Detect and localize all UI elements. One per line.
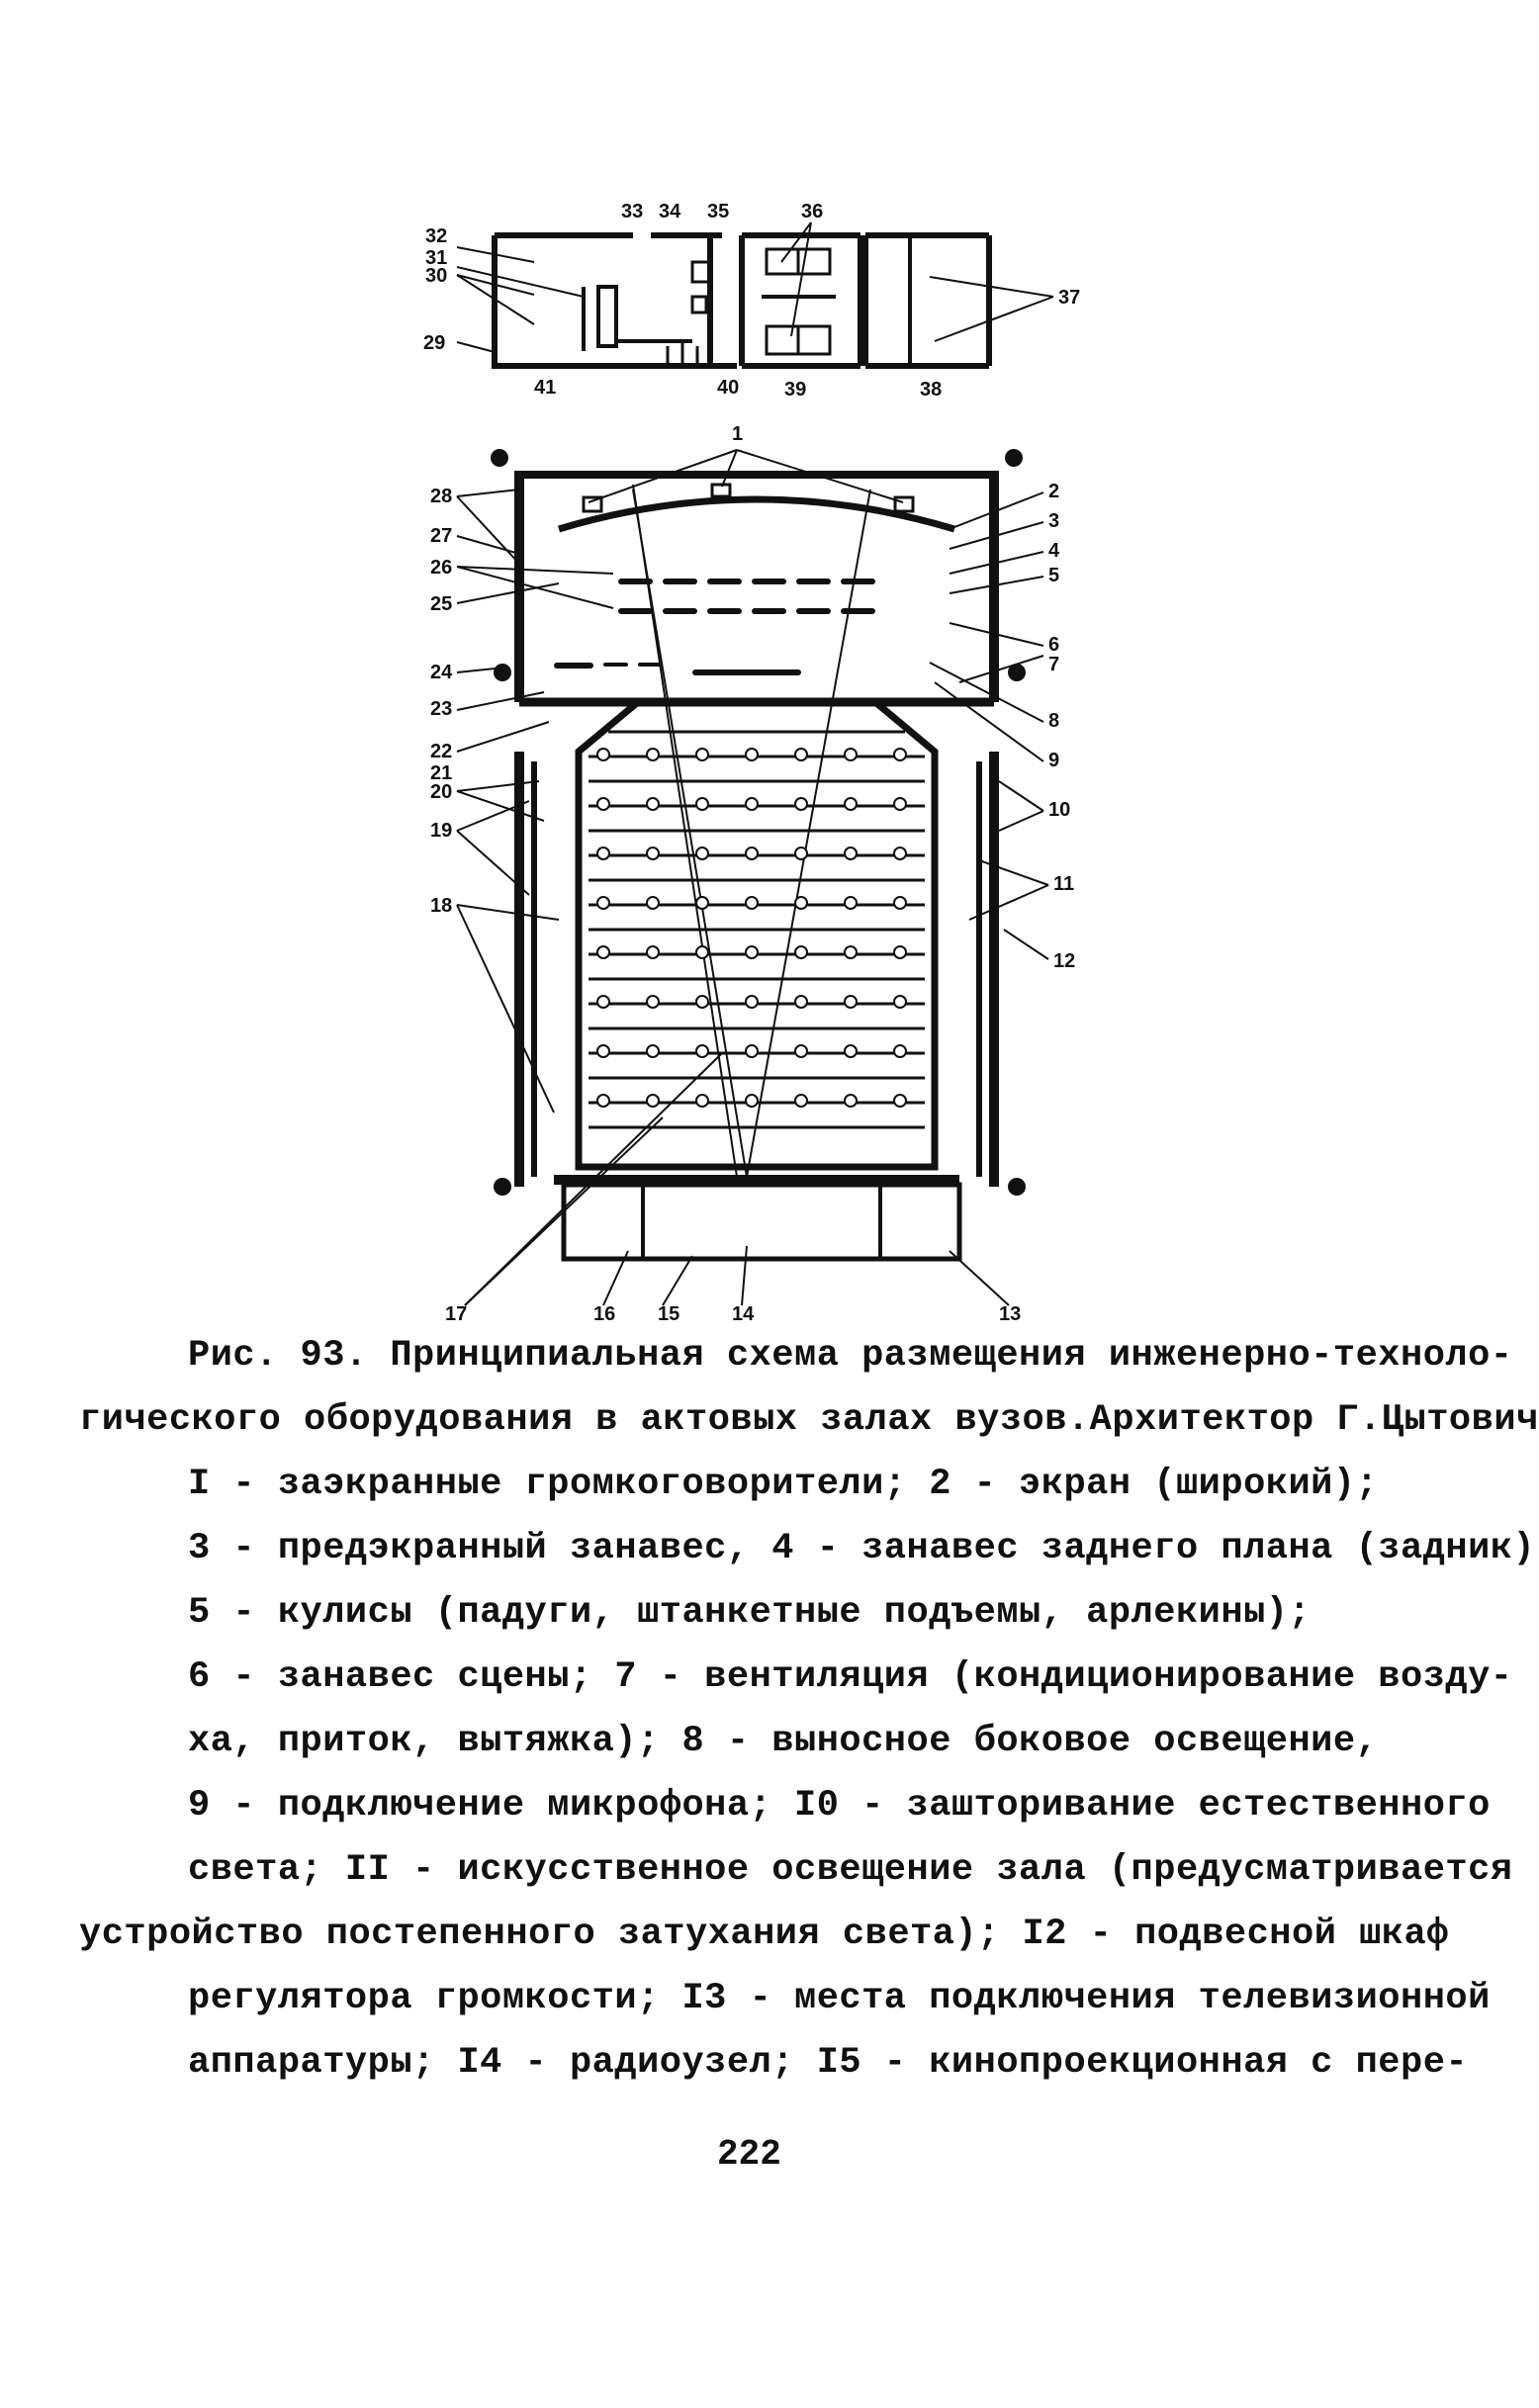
caption-line: гического оборудования в актовых залах вузов.Архитектор Г.Цытович xyxy=(79,1399,1539,1441)
caption-line: регулятора громкости; I3 - места подключения телевизионной xyxy=(188,1978,1491,2019)
ceiling-light xyxy=(746,996,758,1008)
ceiling-light xyxy=(894,749,906,760)
ceiling-light xyxy=(894,1095,906,1107)
label-27: 27 xyxy=(430,525,453,547)
label-29: 29 xyxy=(423,332,446,354)
label-5: 5 xyxy=(1048,565,1060,586)
ceiling-light xyxy=(696,1045,708,1057)
ceiling-light xyxy=(597,1095,609,1107)
ceiling-light xyxy=(647,798,659,810)
ceiling-light xyxy=(597,897,609,909)
caption-line: I - заэкранные громкоговорители; 2 - экран (широкий); xyxy=(188,1464,1379,1505)
ceiling-light xyxy=(845,996,857,1008)
label-9: 9 xyxy=(1048,750,1060,771)
ceiling-light xyxy=(845,1045,857,1057)
label-16: 16 xyxy=(593,1303,616,1325)
ceiling-light xyxy=(845,1095,857,1107)
label-2: 2 xyxy=(1048,481,1060,502)
label-38: 38 xyxy=(920,379,943,401)
label-10: 10 xyxy=(1048,799,1071,821)
ceiling-light xyxy=(746,847,758,859)
ceiling-light xyxy=(894,847,906,859)
ceiling-light xyxy=(647,1045,659,1057)
label-25: 25 xyxy=(430,593,453,615)
ceiling-light xyxy=(696,897,708,909)
ceiling-light xyxy=(647,1095,659,1107)
ceiling-light xyxy=(647,847,659,859)
label-35: 35 xyxy=(707,201,730,223)
label-15: 15 xyxy=(658,1303,680,1325)
ceiling-light xyxy=(795,946,807,958)
label-17: 17 xyxy=(445,1303,468,1325)
label-14: 14 xyxy=(732,1303,755,1325)
ceiling-light xyxy=(597,946,609,958)
ceiling-light xyxy=(746,1045,758,1057)
label-23: 23 xyxy=(430,698,453,720)
label-30: 30 xyxy=(425,265,448,287)
ceiling-light xyxy=(845,847,857,859)
label-3: 3 xyxy=(1048,510,1060,532)
label-7: 7 xyxy=(1048,654,1060,675)
ceiling-light xyxy=(597,996,609,1008)
label-18: 18 xyxy=(430,895,453,917)
ceiling-light xyxy=(696,749,708,760)
ceiling-light xyxy=(795,897,807,909)
label-26: 26 xyxy=(430,557,453,579)
ceiling-light xyxy=(696,996,708,1008)
ceiling-light xyxy=(597,847,609,859)
ceiling-light xyxy=(597,749,609,760)
stage-battens xyxy=(554,579,875,675)
caption-line: 5 - кулисы (падуги, штанкетные подъемы, арлекины); xyxy=(188,1592,1312,1634)
caption-line: 3 - предэкранный занавес, 4 - занавес заднего плана (задник) xyxy=(188,1528,1536,1569)
ceiling-light xyxy=(746,1095,758,1107)
seating-rows xyxy=(588,732,925,1127)
caption-line: света; II - искусственное освещение зала (предусматривается xyxy=(188,1849,1513,1891)
ceiling-light xyxy=(894,946,906,958)
label-39: 39 xyxy=(784,379,807,401)
label-4: 4 xyxy=(1048,540,1060,562)
service-rooms-plan xyxy=(495,235,989,366)
ceiling-light xyxy=(894,897,906,909)
hall-equipment-diagram xyxy=(396,168,1108,1325)
ceiling-light xyxy=(845,946,857,958)
caption-line: 9 - подключение микрофона; I0 - зашторивание естественного xyxy=(188,1785,1491,1827)
ceiling-light xyxy=(795,847,807,859)
label-24: 24 xyxy=(430,662,453,683)
ceiling-light xyxy=(845,749,857,760)
ceiling-light xyxy=(647,996,659,1008)
label-6: 6 xyxy=(1048,634,1060,656)
ceiling-light xyxy=(647,946,659,958)
ceiling-light xyxy=(696,798,708,810)
label-28: 28 xyxy=(430,486,453,507)
label-8: 8 xyxy=(1048,710,1060,732)
ceiling-light xyxy=(845,798,857,810)
label-13: 13 xyxy=(999,1303,1022,1325)
label-22: 22 xyxy=(430,741,453,762)
label-1: 1 xyxy=(732,423,744,445)
ceiling-light xyxy=(696,946,708,958)
page-number: 222 xyxy=(717,2134,781,2175)
label-11: 11 xyxy=(1053,873,1075,895)
ceiling-light xyxy=(746,897,758,909)
ceiling-light xyxy=(746,749,758,760)
label-20: 20 xyxy=(430,781,453,803)
ceiling-light xyxy=(746,946,758,958)
ceiling-light xyxy=(746,798,758,810)
label-33: 33 xyxy=(621,201,644,223)
upper-callout-lines xyxy=(457,223,1053,352)
caption-line: 6 - занавес сцены; 7 - вентиляция (кондиционирование возду- xyxy=(188,1656,1513,1698)
caption-line: ха, приток, вытяжка); 8 - выносное боковое освещение, xyxy=(188,1721,1379,1762)
caption-line: устройство постепенного затухания света); I2 - подвесной шкаф xyxy=(79,1914,1449,1955)
label-19: 19 xyxy=(430,820,453,842)
caption-line: аппаратуры; I4 - радиоузел; I5 - кинопроекционная с пере- xyxy=(188,2042,1469,2084)
label-40: 40 xyxy=(717,377,740,399)
label-12: 12 xyxy=(1053,950,1076,972)
label-36: 36 xyxy=(801,201,824,223)
ceiling-light xyxy=(795,1045,807,1057)
ceiling-light xyxy=(894,996,906,1008)
ceiling-light xyxy=(597,798,609,810)
ceiling-light xyxy=(845,897,857,909)
ceiling-light xyxy=(696,1095,708,1107)
ceiling-light xyxy=(647,749,659,760)
label-32: 32 xyxy=(425,225,448,247)
ceiling-light xyxy=(696,847,708,859)
ceiling-light xyxy=(795,798,807,810)
ceiling-light xyxy=(894,1045,906,1057)
ceiling-light xyxy=(795,996,807,1008)
ceiling-light xyxy=(795,1095,807,1107)
ceiling-light xyxy=(597,1045,609,1057)
ceiling-light xyxy=(894,798,906,810)
label-21: 21 xyxy=(430,762,453,784)
label-41: 41 xyxy=(534,377,557,399)
auditorium-plan xyxy=(519,485,994,1259)
label-31: 31 xyxy=(425,247,448,269)
ceiling-light xyxy=(647,897,659,909)
stage-corner-dots xyxy=(491,449,1026,1196)
upper-callout-numbers xyxy=(423,201,1080,401)
caption-line: Рис. 93. Принципиальная схема размещения инженерно-техноло- xyxy=(188,1335,1513,1377)
label-34: 34 xyxy=(659,201,681,223)
label-37: 37 xyxy=(1058,287,1081,309)
ceiling-light xyxy=(795,749,807,760)
